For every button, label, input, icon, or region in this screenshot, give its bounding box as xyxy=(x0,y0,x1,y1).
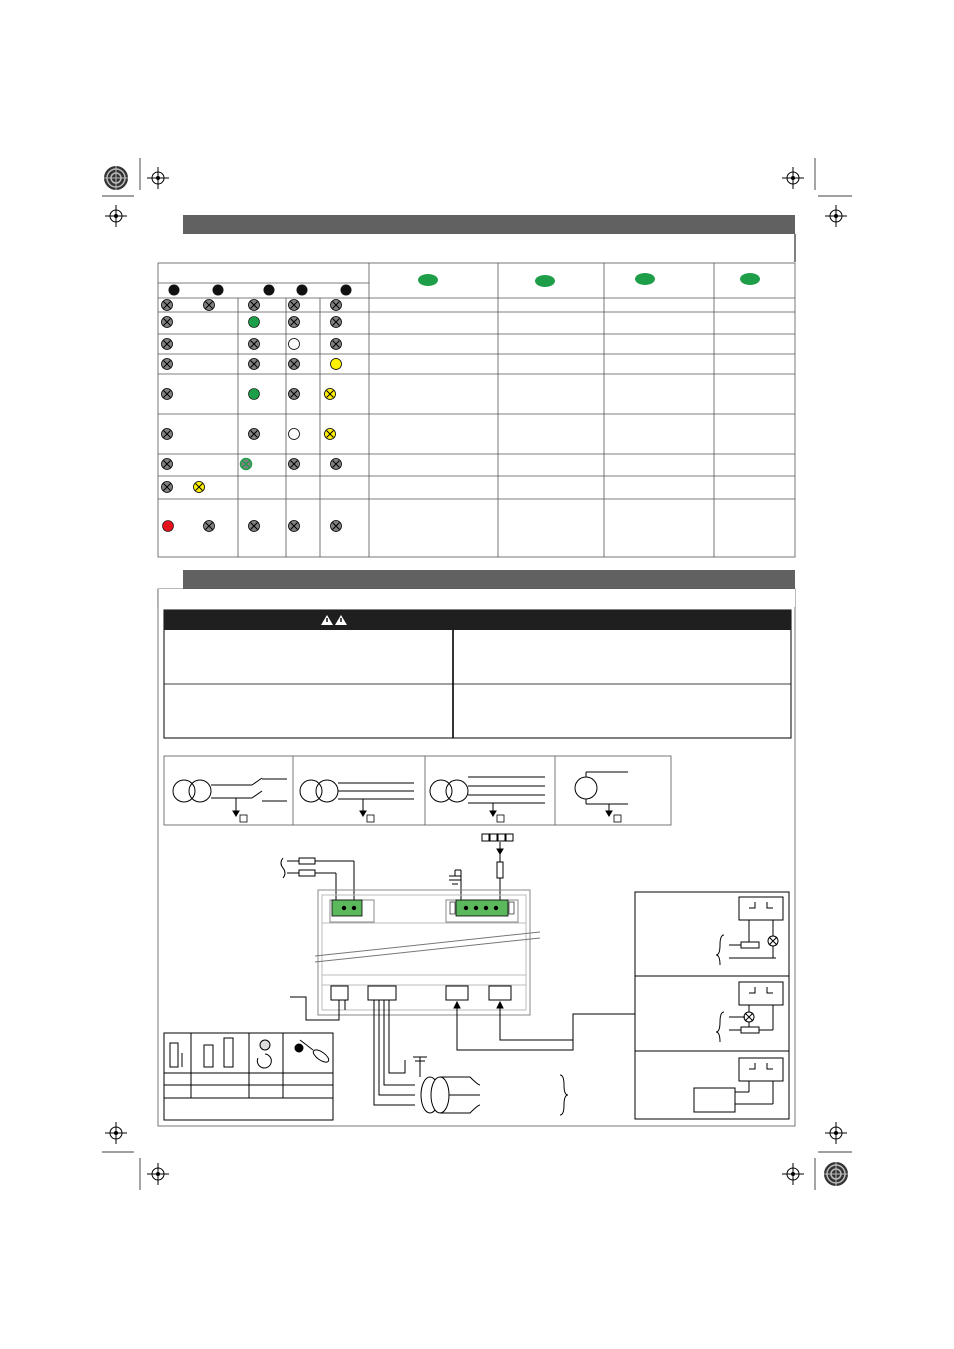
led-header-icon xyxy=(213,285,224,296)
section-header-bar xyxy=(183,570,795,589)
led-header-icon xyxy=(264,285,275,296)
section-header-bar xyxy=(183,215,795,234)
led-status-section xyxy=(158,215,795,557)
ground-symbol-icon xyxy=(449,870,461,904)
result-header-leds xyxy=(418,273,760,287)
top-connector-right xyxy=(450,900,514,916)
green-led-icon xyxy=(249,317,260,328)
green-led-icon xyxy=(740,273,760,285)
header-led-row xyxy=(169,285,352,296)
load-box xyxy=(694,1088,735,1112)
warning-bar xyxy=(164,610,791,630)
generator-icon xyxy=(575,772,628,822)
color-target-icon xyxy=(104,166,128,190)
led-row-1 xyxy=(162,300,342,311)
green-led-icon xyxy=(635,273,655,285)
led-row-6 xyxy=(162,429,336,440)
tools-legend xyxy=(164,1033,333,1120)
registration-mark-icon xyxy=(105,205,127,227)
led-header-icon xyxy=(341,285,352,296)
led-row-3 xyxy=(162,339,342,350)
fuse-selector xyxy=(482,834,513,904)
wiring-section xyxy=(158,570,795,1126)
registration-mark-icon xyxy=(825,205,847,227)
red-led-icon xyxy=(163,521,174,532)
transformer-icon xyxy=(173,778,287,822)
led-header-icon xyxy=(169,285,180,296)
registration-mark-icon xyxy=(147,167,169,189)
bottom-terminals xyxy=(331,986,511,1000)
registration-mark-icon xyxy=(782,1163,804,1185)
transformer-icon xyxy=(300,780,414,822)
green-led-icon xyxy=(249,389,260,400)
registration-mark-icon xyxy=(782,167,804,189)
transformer-icon xyxy=(430,777,545,822)
led-header-icon xyxy=(297,285,308,296)
relay-outputs xyxy=(635,892,789,1119)
top-connector-left xyxy=(332,900,362,916)
led-row-2 xyxy=(162,317,342,328)
led-row-4 xyxy=(162,359,342,370)
led-row-5 xyxy=(162,389,336,400)
white-led-icon xyxy=(289,339,300,350)
registration-mark-icon xyxy=(825,1122,847,1144)
white-led-icon xyxy=(289,429,300,440)
led-row-7 xyxy=(162,459,342,470)
led-row-9 xyxy=(163,521,342,532)
green-led-icon xyxy=(535,275,555,287)
registration-mark-icon xyxy=(147,1163,169,1185)
registration-mark-icon xyxy=(105,1122,127,1144)
green-led-icon xyxy=(418,274,438,286)
yellow-led-icon xyxy=(331,359,342,370)
led-row-8 xyxy=(162,482,205,493)
color-target-icon xyxy=(824,1162,848,1186)
